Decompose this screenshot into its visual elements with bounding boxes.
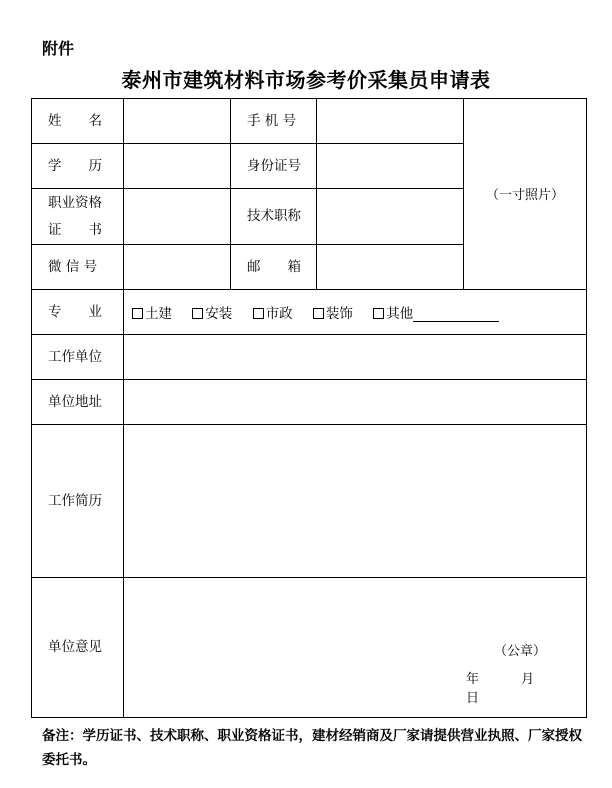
qualification-label [32, 189, 124, 245]
major-option-installation[interactable]: 安装 [192, 302, 232, 322]
id-number-field[interactable] [317, 144, 464, 189]
application-form-table [31, 98, 587, 718]
email-label: 邮 箱 [231, 245, 317, 290]
resume-field[interactable] [124, 425, 587, 578]
phone-field[interactable] [317, 99, 464, 144]
photo-area[interactable] [464, 99, 587, 290]
attachment-label: 附件 [42, 39, 75, 58]
seal-text: （公章） [494, 644, 547, 659]
unit-opinion-label: 单位意见 [32, 578, 124, 718]
unit-address-field[interactable] [124, 380, 587, 425]
checkbox-icon[interactable] [253, 308, 264, 319]
unit-opinion-field[interactable] [124, 578, 587, 718]
technical-title-label: 技术职称 [231, 189, 317, 245]
footer-note: 备注：学历证书、技术职称、职业资格证书，建材经销商及厂家请提供营业执照、厂家授权委托书。 [42, 728, 582, 768]
unit-address-label: 单位地址 [32, 380, 124, 425]
work-unit-label: 工作单位 [32, 335, 124, 380]
major-option-decoration[interactable]: 装饰 [313, 302, 353, 322]
education-label: 学 历 [32, 144, 124, 189]
major-option-civil[interactable]: 土建 [132, 302, 172, 322]
wechat-field[interactable] [124, 245, 231, 290]
name-field[interactable] [124, 99, 231, 144]
technical-title-field[interactable] [317, 189, 464, 245]
checkbox-icon[interactable] [132, 308, 143, 319]
id-number-label: 身份证号 [231, 144, 317, 189]
date-text: 年 月 日 [466, 672, 535, 706]
email-field[interactable] [317, 245, 464, 290]
qualification-label-line1: 职业资格 [48, 194, 102, 211]
name-label: 姓 名 [32, 99, 124, 144]
resume-label: 工作简历 [32, 425, 124, 578]
wechat-label: 微 信 号 [32, 245, 124, 290]
other-blank-line[interactable] [413, 307, 499, 322]
checkbox-icon[interactable] [313, 308, 324, 319]
qualification-field[interactable] [124, 189, 231, 245]
qualification-label-line2: 证 书 [48, 221, 102, 238]
form-title: 泰州市建筑材料市场参考价采集员申请表 [121, 68, 491, 92]
photo-label: （一寸照片） [485, 187, 564, 203]
work-unit-field[interactable] [124, 335, 587, 380]
education-field[interactable] [124, 144, 231, 189]
checkbox-icon[interactable] [192, 308, 203, 319]
major-options [124, 290, 587, 335]
checkbox-icon[interactable] [373, 308, 384, 319]
major-option-municipal[interactable]: 市政 [253, 302, 293, 322]
major-label: 专 业 [32, 290, 124, 335]
phone-label: 手 机 号 [231, 99, 317, 144]
major-option-other[interactable]: 其他 [373, 302, 499, 322]
